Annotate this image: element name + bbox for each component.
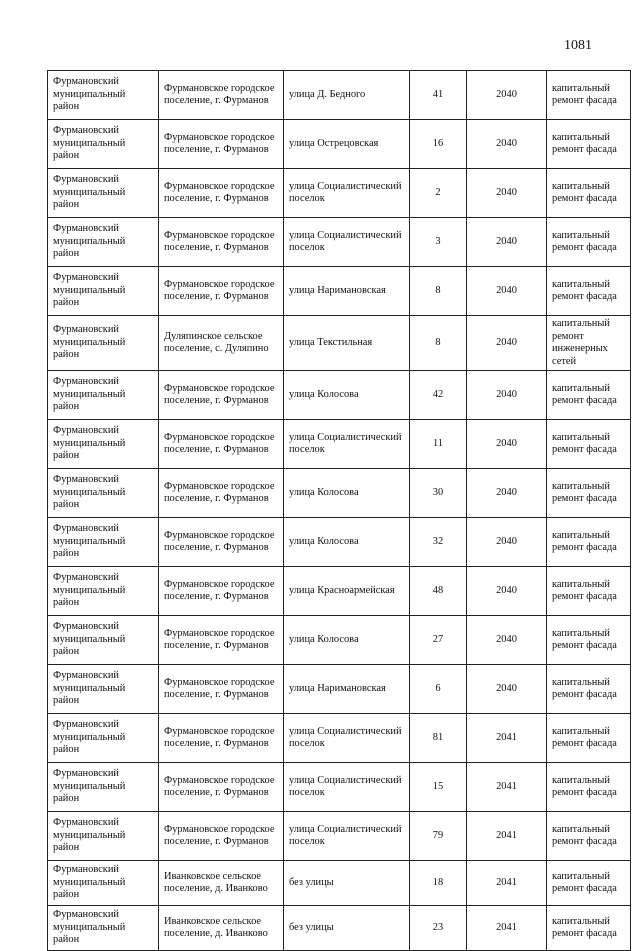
settlement-cell: Фурмановское городское поселение, г. Фурманов xyxy=(159,763,284,812)
table-row xyxy=(48,71,631,120)
page-number: 1081 xyxy=(564,38,592,53)
year-cell: 2040 xyxy=(467,420,547,469)
settlement-cell: Фурмановское городское поселение, г. Фурманов xyxy=(159,218,284,267)
year-cell: 2041 xyxy=(467,763,547,812)
settlement-cell: Фурмановское городское поселение, г. Фурманов xyxy=(159,71,284,120)
street-cell: улица Социалистический поселок xyxy=(284,763,410,812)
settlement-cell: Иванковское сельское поселение, д. Иванково xyxy=(159,906,284,951)
year-cell: 2041 xyxy=(467,714,547,763)
district-cell: Фурмановский муниципальный район xyxy=(48,218,159,267)
table-row xyxy=(48,567,631,616)
table-row xyxy=(48,616,631,665)
settlement-cell: Фурмановское городское поселение, г. Фурманов xyxy=(159,567,284,616)
table-row xyxy=(48,861,631,906)
house-number-cell: 32 xyxy=(410,518,467,567)
district-cell: Фурмановский муниципальный район xyxy=(48,120,159,169)
work-type-cell: капитальный ремонт фасада xyxy=(547,861,631,906)
street-cell: улица Красноармейская xyxy=(284,567,410,616)
street-cell: улица Социалистический поселок xyxy=(284,812,410,861)
street-cell: улица Колосова xyxy=(284,616,410,665)
house-number-cell: 41 xyxy=(410,71,467,120)
street-cell: улица Наримановская xyxy=(284,267,410,316)
house-number-cell: 27 xyxy=(410,616,467,665)
table-row xyxy=(48,267,631,316)
year-cell: 2040 xyxy=(467,665,547,714)
table-row xyxy=(48,906,631,951)
street-cell: без улицы xyxy=(284,861,410,906)
year-cell: 2041 xyxy=(467,906,547,951)
district-cell: Фурмановский муниципальный район xyxy=(48,71,159,120)
district-cell: Фурмановский муниципальный район xyxy=(48,469,159,518)
settlement-cell: Фурмановское городское поселение, г. Фурманов xyxy=(159,714,284,763)
settlement-cell: Фурмановское городское поселение, г. Фурманов xyxy=(159,267,284,316)
house-number-cell: 2 xyxy=(410,169,467,218)
district-cell: Фурмановский муниципальный район xyxy=(48,763,159,812)
house-number-cell: 18 xyxy=(410,861,467,906)
street-cell: улица Колосова xyxy=(284,469,410,518)
work-type-cell: капитальный ремонт фасада xyxy=(547,616,631,665)
table-row xyxy=(48,469,631,518)
settlement-cell: Фурмановское городское поселение, г. Фурманов xyxy=(159,812,284,861)
district-cell: Фурмановский муниципальный район xyxy=(48,420,159,469)
work-type-cell: капитальный ремонт фасада xyxy=(547,71,631,120)
work-type-cell: капитальный ремонт фасада xyxy=(547,420,631,469)
district-cell: Фурмановский муниципальный район xyxy=(48,371,159,420)
house-number-cell: 15 xyxy=(410,763,467,812)
district-cell: Фурмановский муниципальный район xyxy=(48,714,159,763)
district-cell: Фурмановский муниципальный район xyxy=(48,518,159,567)
work-type-cell: капитальный ремонт фасада xyxy=(547,267,631,316)
settlement-cell: Фурмановское городское поселение, г. Фурманов xyxy=(159,120,284,169)
district-cell: Фурмановский муниципальный район xyxy=(48,906,159,951)
work-type-cell: капитальный ремонт фасада xyxy=(547,665,631,714)
work-type-cell: капитальный ремонт фасада xyxy=(547,169,631,218)
house-number-cell: 6 xyxy=(410,665,467,714)
work-type-cell: капитальный ремонт фасада xyxy=(547,120,631,169)
house-number-cell: 23 xyxy=(410,906,467,951)
settlement-cell: Фурмановское городское поселение, г. Фурманов xyxy=(159,371,284,420)
work-type-cell: капитальный ремонт фасада xyxy=(547,218,631,267)
work-type-cell: капитальный ремонт фасада xyxy=(547,518,631,567)
table-row xyxy=(48,169,631,218)
street-cell: улица Колосова xyxy=(284,371,410,420)
settlement-cell: Дуляпинское сельское поселение, с. Дуляпино xyxy=(159,316,284,371)
district-cell: Фурмановский муниципальный район xyxy=(48,316,159,371)
settlement-cell: Фурмановское городское поселение, г. Фурманов xyxy=(159,169,284,218)
table-row xyxy=(48,714,631,763)
year-cell: 2040 xyxy=(467,316,547,371)
repair-schedule-table xyxy=(47,70,631,951)
table-row xyxy=(48,420,631,469)
house-number-cell: 30 xyxy=(410,469,467,518)
street-cell: улица Наримановская xyxy=(284,665,410,714)
year-cell: 2040 xyxy=(467,71,547,120)
street-cell: улица Социалистический поселок xyxy=(284,169,410,218)
house-number-cell: 11 xyxy=(410,420,467,469)
year-cell: 2041 xyxy=(467,812,547,861)
settlement-cell: Фурмановское городское поселение, г. Фурманов xyxy=(159,420,284,469)
house-number-cell: 79 xyxy=(410,812,467,861)
district-cell: Фурмановский муниципальный район xyxy=(48,812,159,861)
year-cell: 2041 xyxy=(467,861,547,906)
district-cell: Фурмановский муниципальный район xyxy=(48,861,159,906)
house-number-cell: 48 xyxy=(410,567,467,616)
street-cell: улица Социалистический поселок xyxy=(284,218,410,267)
year-cell: 2040 xyxy=(467,120,547,169)
district-cell: Фурмановский муниципальный район xyxy=(48,169,159,218)
district-cell: Фурмановский муниципальный район xyxy=(48,616,159,665)
work-type-cell: капитальный ремонт инженерных сетей xyxy=(547,316,631,371)
work-type-cell: капитальный ремонт фасада xyxy=(547,812,631,861)
district-cell: Фурмановский муниципальный район xyxy=(48,267,159,316)
house-number-cell: 3 xyxy=(410,218,467,267)
street-cell: улица Д. Бедного xyxy=(284,71,410,120)
district-cell: Фурмановский муниципальный район xyxy=(48,665,159,714)
street-cell: без улицы xyxy=(284,906,410,951)
year-cell: 2040 xyxy=(467,567,547,616)
street-cell: улица Социалистический поселок xyxy=(284,714,410,763)
street-cell: улица Острецовская xyxy=(284,120,410,169)
work-type-cell: капитальный ремонт фасада xyxy=(547,567,631,616)
table-row xyxy=(48,518,631,567)
year-cell: 2040 xyxy=(467,616,547,665)
settlement-cell: Фурмановское городское поселение, г. Фурманов xyxy=(159,469,284,518)
table-row xyxy=(48,218,631,267)
work-type-cell: капитальный ремонт фасада xyxy=(547,714,631,763)
house-number-cell: 8 xyxy=(410,316,467,371)
work-type-cell: капитальный ремонт фасада xyxy=(547,371,631,420)
work-type-cell: капитальный ремонт фасада xyxy=(547,906,631,951)
year-cell: 2040 xyxy=(467,267,547,316)
table-body xyxy=(48,71,631,951)
street-cell: улица Социалистический поселок xyxy=(284,420,410,469)
settlement-cell: Фурмановское городское поселение, г. Фурманов xyxy=(159,616,284,665)
house-number-cell: 81 xyxy=(410,714,467,763)
table-row xyxy=(48,665,631,714)
table-row xyxy=(48,371,631,420)
house-number-cell: 8 xyxy=(410,267,467,316)
table-row xyxy=(48,120,631,169)
settlement-cell: Фурмановское городское поселение, г. Фурманов xyxy=(159,518,284,567)
district-cell: Фурмановский муниципальный район xyxy=(48,567,159,616)
year-cell: 2040 xyxy=(467,518,547,567)
year-cell: 2040 xyxy=(467,469,547,518)
street-cell: улица Текстильная xyxy=(284,316,410,371)
year-cell: 2040 xyxy=(467,371,547,420)
table-row xyxy=(48,812,631,861)
year-cell: 2040 xyxy=(467,169,547,218)
work-type-cell: капитальный ремонт фасада xyxy=(547,763,631,812)
table-row xyxy=(48,763,631,812)
year-cell: 2040 xyxy=(467,218,547,267)
house-number-cell: 16 xyxy=(410,120,467,169)
settlement-cell: Иванковское сельское поселение, д. Иванково xyxy=(159,861,284,906)
street-cell: улица Колосова xyxy=(284,518,410,567)
work-type-cell: капитальный ремонт фасада xyxy=(547,469,631,518)
house-number-cell: 42 xyxy=(410,371,467,420)
table-row xyxy=(48,316,631,371)
settlement-cell: Фурмановское городское поселение, г. Фурманов xyxy=(159,665,284,714)
